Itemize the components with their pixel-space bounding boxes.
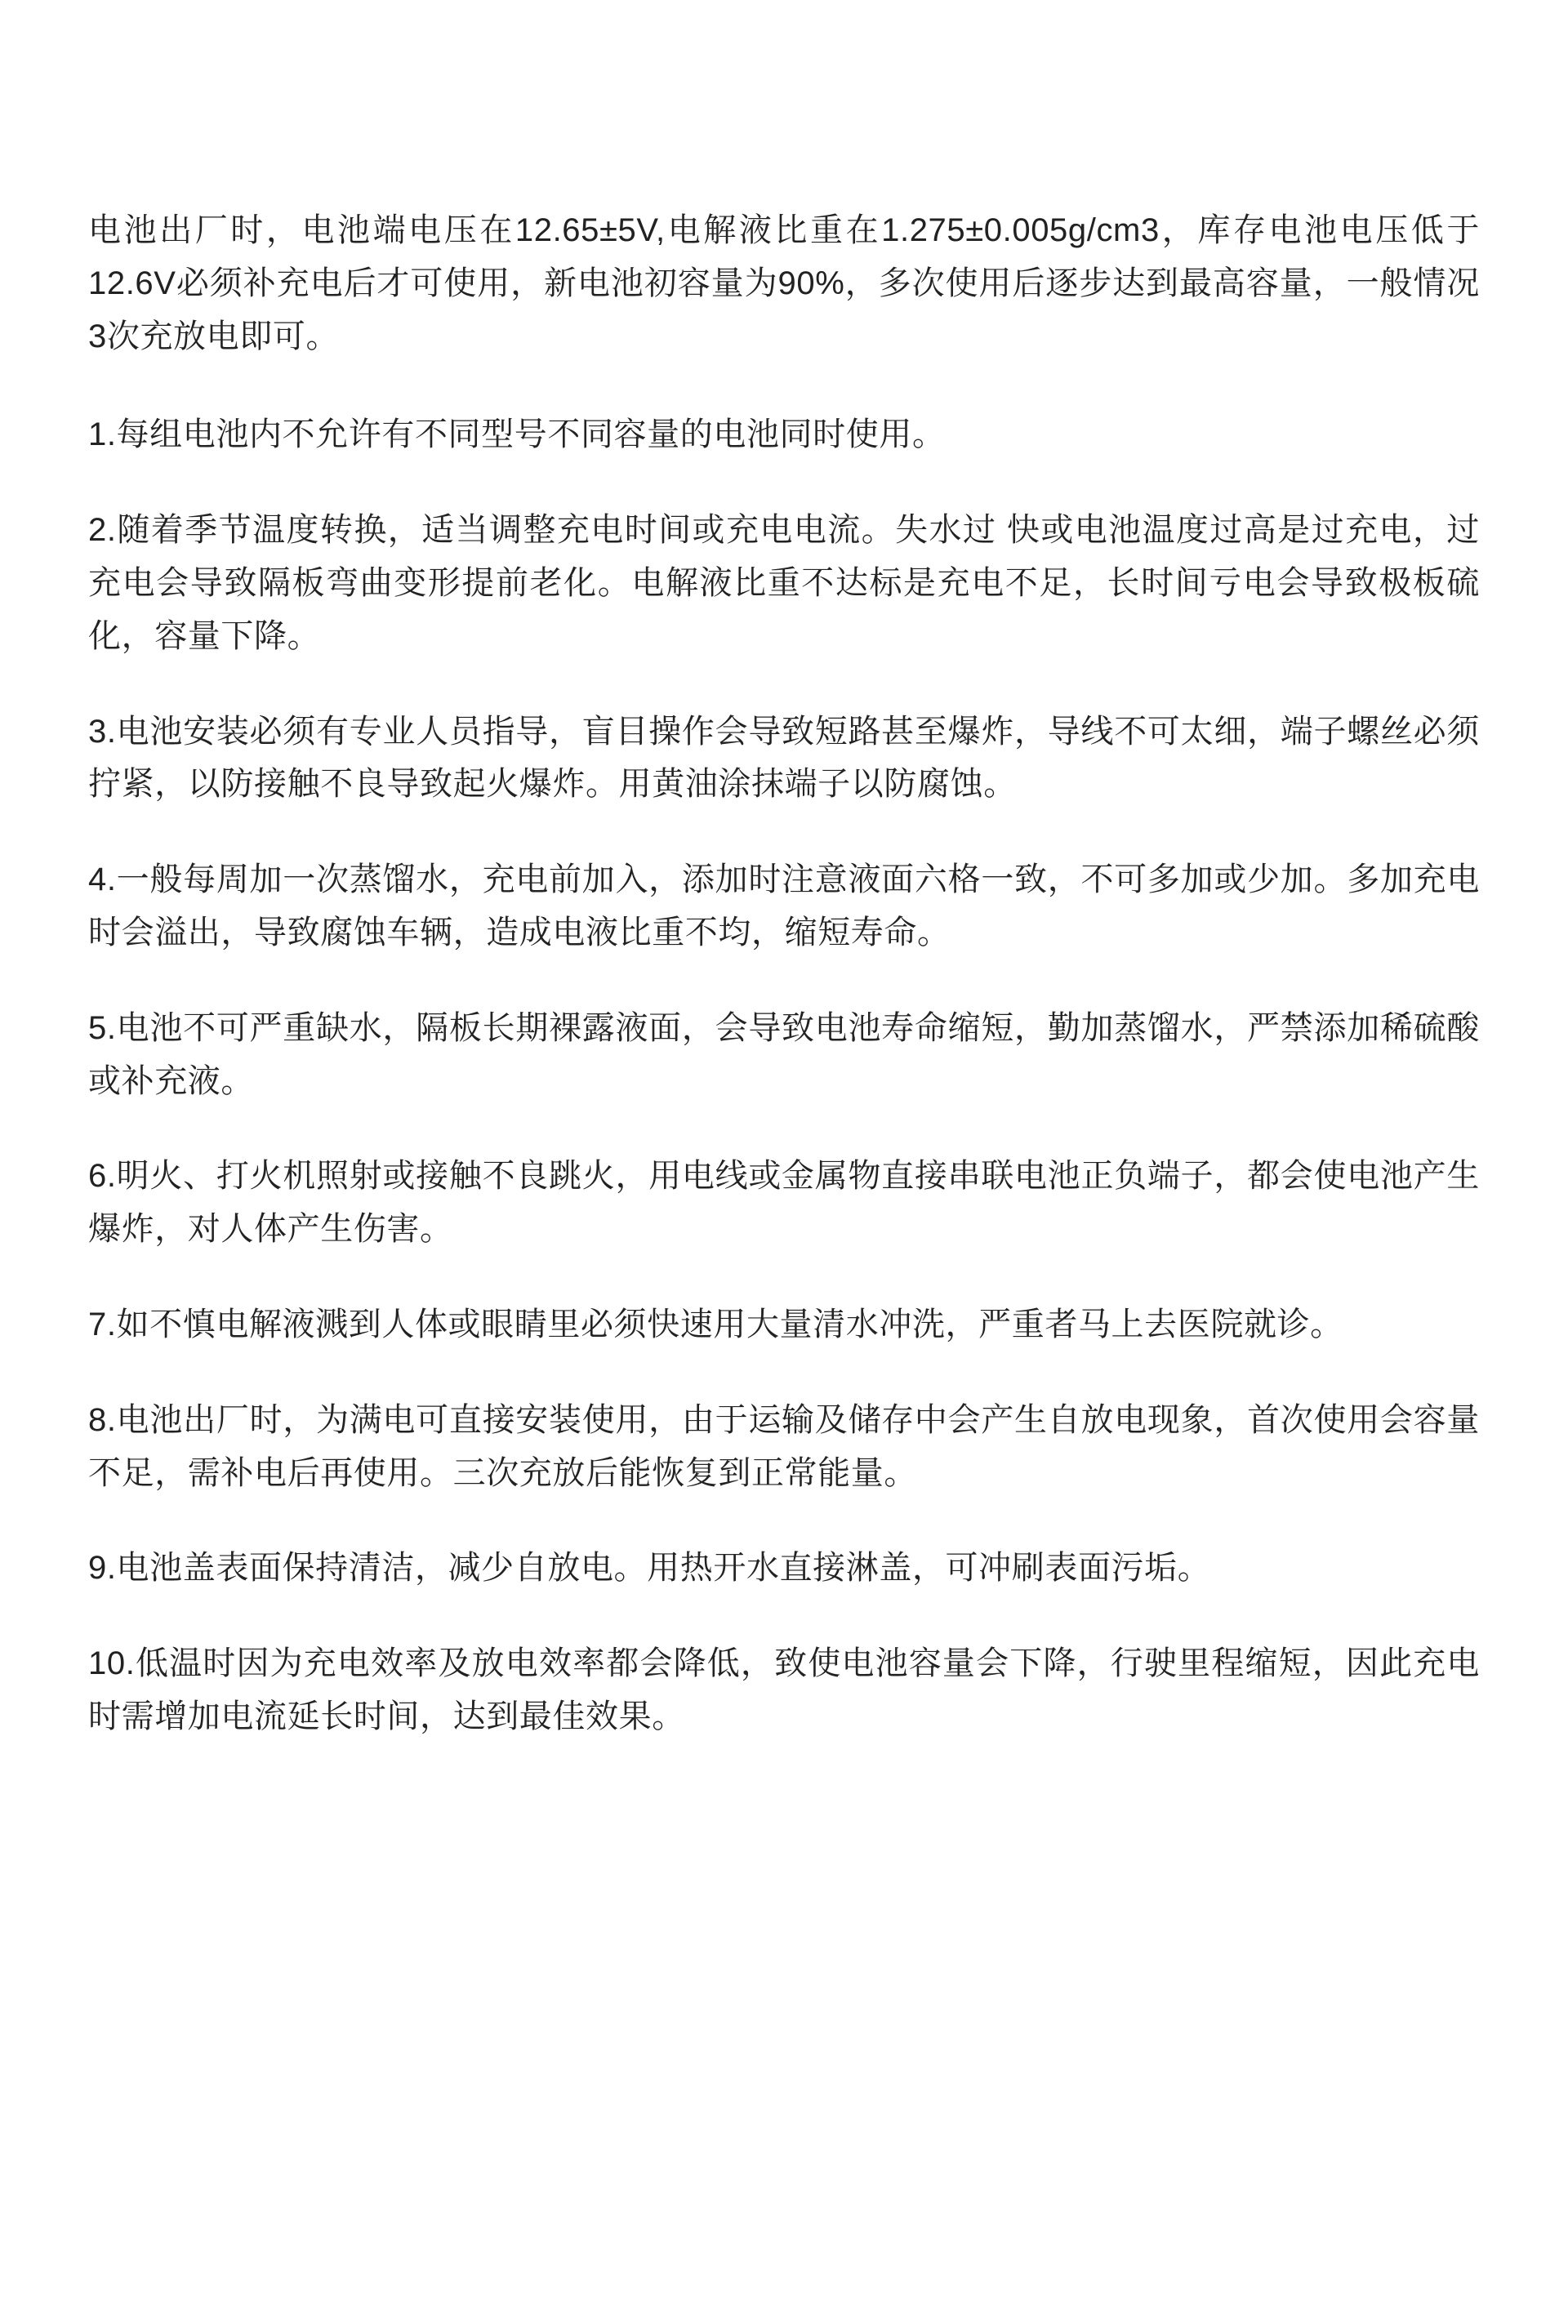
paragraph-item-3: 3.电池安装必须有专业人员指导，盲目操作会导致短路甚至爆炸，导线不可太细，端子螺丝必须拧紧，以防接触不良导致起火爆炸。用黄油涂抹端子以防腐蚀。 xyxy=(88,713,1480,803)
paragraph-item-1: 1.每组电池内不允许有不同型号不同容量的电池同时使用。 xyxy=(88,416,946,453)
paragraph-item-10: 10.低温时因为充电效率及放电效率都会降低，致使电池容量会下降，行驶里程缩短，因此充电时需增加电流延长时间，达到最佳效果。 xyxy=(88,1645,1480,1734)
paragraph-item-9: 9.电池盖表面保持清洁，减少自放电。用热开水直接淋盖，可冲刷表面污垢。 xyxy=(88,1550,1211,1587)
paragraph-item-7: 7.如不慎电解液溅到人体或眼睛里必须快速用大量清水冲洗，严重者马上去医院就诊。 xyxy=(88,1306,1343,1342)
document-body xyxy=(88,204,1480,1743)
paragraph-item-5: 5.电池不可严重缺水，隔板长期裸露液面，会导致电池寿命缩短，勤加蒸馏水，严禁添加稀硫酸或补充液。 xyxy=(88,1009,1480,1099)
paragraph-intro: 电池出厂时，电池端电压在12.65±5V,电解液比重在1.275±0.005g/cm3，库存电池电压低于12.6V必须补充电后才可使用，新电池初容量为90%，多次使用后逐步达到最高容量，一般情况3次充放电即可。 xyxy=(88,212,1480,354)
paragraph-item-8: 8.电池出厂时，为满电可直接安装使用，由于运输及储存中会产生自放电现象，首次使用会容量不足，需补电后再使用。三次充放后能恢复到正常能量。 xyxy=(88,1401,1480,1491)
paragraph-item-2: 2.随着季节温度转换，适当调整充电时间或充电电流。失水过 快或电池温度过高是过充电，过充电会导致隔板弯曲变形提前老化。电解液比重不达标是充电不足，长时间亏电会导致极板硫化，容量下降。 xyxy=(88,512,1480,654)
paragraph-item-4: 4.一般每周加一次蒸馏水，充电前加入，添加时注意液面六格一致，不可多加或少加。多加充电时会溢出，导致腐蚀车辆，造成电液比重不均，缩短寿命。 xyxy=(88,861,1480,951)
paragraph-item-6: 6.明火、打火机照射或接触不良跳火，用电线或金属物直接串联电池正负端子，都会使电池产生爆炸，对人体产生伤害。 xyxy=(88,1158,1480,1248)
